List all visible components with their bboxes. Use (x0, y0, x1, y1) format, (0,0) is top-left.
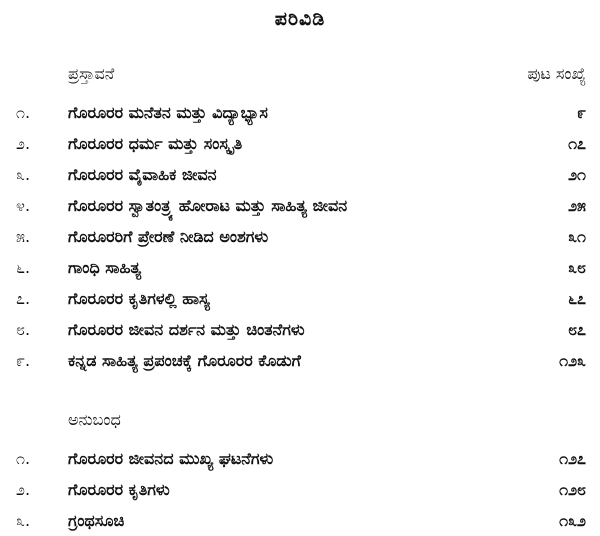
toc-list (0, 97, 600, 376)
appendix-heading: ಅನುಬಂಧ (68, 410, 121, 429)
toc-row (0, 221, 600, 252)
toc-row (0, 190, 600, 221)
toc-row-page: ೩೮ (568, 258, 586, 277)
page-number-column-heading: ಪುಟ ಸಂಖ್ಯೆ (527, 64, 586, 83)
preface-heading: ಪ್ರಸ್ತಾವನೆ (68, 64, 115, 83)
appendix-row-number: ೧. (16, 449, 31, 468)
toc-row-title: ಕನ್ನಡ ಸಾಹಿತ್ಯ ಪ್ರಪಂಚಕ್ಕೆ ಗೊರೂರರ ಕೊಡುಗೆ (68, 351, 301, 370)
toc-row-page: ೬೭ (568, 289, 586, 308)
toc-row-page: ೧೭ (568, 134, 586, 153)
appendix-row-page: ೧೨೮ (559, 480, 586, 499)
toc-row-number: ೯. (16, 351, 31, 370)
toc-row-title: ಗೊರೂರರ ಧರ್ಮ ಮತ್ತು ಸಂಸ್ಕೃತಿ (68, 134, 243, 153)
toc-row-number: ೧. (16, 103, 31, 122)
toc-row-page: ೯ (577, 103, 586, 122)
toc-row-page: ೨೧ (568, 165, 586, 184)
toc-row-title: ಗೊರೂರರ ವೈವಾಹಿಕ ಜೀವನ (68, 165, 217, 184)
toc-row (0, 314, 600, 345)
appendix-row-page: ೧೨೭ (559, 449, 586, 468)
toc-row-page: ೩೧ (568, 227, 586, 246)
toc-row-number: ೨. (16, 134, 31, 153)
toc-row-title: ಗೊರೂರರಿಗೆ ಪ್ರೇರಣೆ ನೀಡಿದ ಅಂಶಗಳು (68, 227, 269, 246)
appendix-row-number: ೩. (16, 511, 31, 530)
toc-row-number: ೪. (16, 196, 31, 215)
toc-row (0, 97, 600, 128)
toc-header (68, 64, 586, 84)
toc-row-title: ಗೊರೂರರ ಜೀವನ ದರ್ಶನ ಮತ್ತು ಚಿಂತನೆಗಳು (68, 320, 305, 339)
toc-row (0, 345, 600, 376)
toc-row-number: ೩. (16, 165, 31, 184)
toc-row-number: ೬. (16, 258, 31, 277)
toc-row (0, 128, 600, 159)
appendix-row-title: ಗೊರೂರರ ಕೃತಿಗಳು (68, 480, 170, 499)
appendix-row-page: ೧೩೨ (559, 511, 586, 530)
toc-row-number: ೭. (16, 289, 31, 308)
appendix-row-title: ಗೊರೂರರ ಜೀವನದ ಮುಖ್ಯ ಘಟನೆಗಳು (68, 449, 274, 468)
toc-row-title: ಗೊರೂರರ ಮನೆತನ ಮತ್ತು ವಿದ್ಯಾಭ್ಯಾಸ (68, 103, 268, 122)
toc-row-page: ೮೭ (568, 320, 586, 339)
toc-row-title: ಗಾಂಧಿ ಸಾಹಿತ್ಯ (68, 258, 142, 277)
appendix-row-number: ೨. (16, 480, 31, 499)
toc-row-number: ೫. (16, 227, 31, 246)
appendix-row (0, 443, 600, 474)
toc-row (0, 252, 600, 283)
page-title: ಪರಿವಿಡಿ (274, 8, 326, 30)
toc-row-title: ಗೊರೂರರ ಕೃತಿಗಳಲ್ಲಿ ಹಾಸ್ಯ (68, 289, 210, 308)
toc-row-number: ೮. (16, 320, 31, 339)
appendix-row (0, 474, 600, 505)
toc-row-page: ೨೫ (568, 196, 586, 215)
appendix-list (0, 443, 600, 536)
appendix-row (0, 505, 600, 536)
toc-row (0, 159, 600, 190)
toc-row (0, 283, 600, 314)
toc-row-title: ಗೊರೂರರ ಸ್ವಾತಂತ್ರ್ಯ ಹೋರಾಟ ಮತ್ತು ಸಾಹಿತ್ಯ ಜೀವನ (68, 196, 348, 215)
appendix-row-title: ಗ್ರಂಥಸೂಚಿ (68, 511, 125, 530)
toc-row-page: ೧೨೩ (559, 351, 586, 370)
